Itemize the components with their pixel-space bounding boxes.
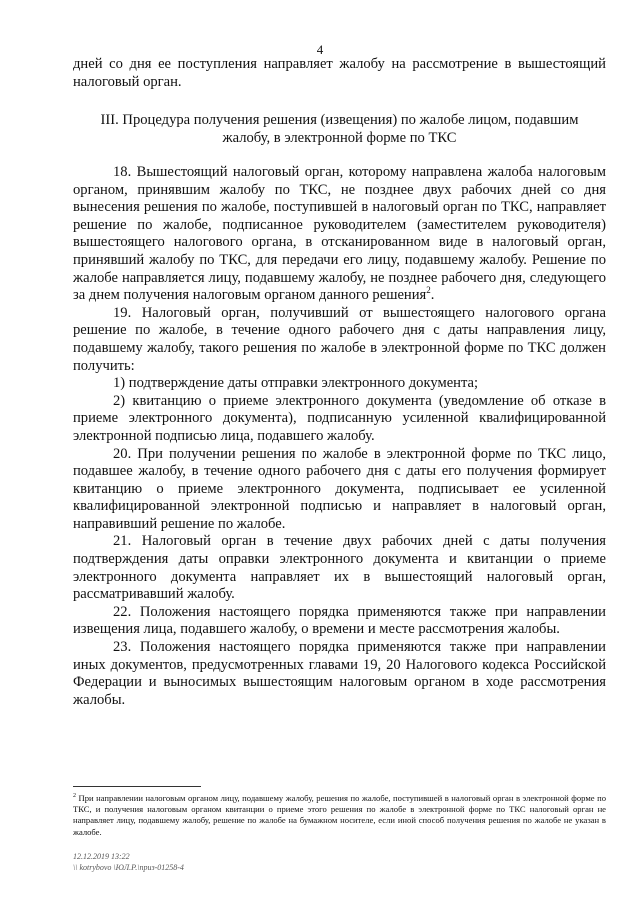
footnote-reference: 2 bbox=[426, 285, 431, 296]
intro-paragraph bbox=[73, 56, 606, 91]
main-body bbox=[73, 164, 606, 709]
stamp-path: \\ kotrybovo \ЮЛ.Р.\приз-01258-4 bbox=[73, 863, 184, 872]
footnote-text: При направлении налоговым органом лицу, подавшему жалобу, решения по жалобе, поступившей в налоговый орган в электронной форме по ТКС, и получения налоговым органом квитанции о приеме этого решения по жалобе в электронной форме по ТКС налоговый орган не направляет лицу, подавшему жалобу, решение по жалобе на бумажном носителе, если иной способ получения решения по жалобе не указан в жалобе. bbox=[73, 793, 606, 837]
footnote bbox=[73, 793, 606, 838]
paragraph-18-end: . bbox=[430, 287, 435, 304]
paragraph-18 bbox=[73, 164, 606, 305]
section-heading-line2: жалобу, в электронной форме по ТКС bbox=[222, 130, 457, 146]
intro-text: дней со дня ее поступления направляет жалобу на рассмотрение в вышестоящий налоговый орган. bbox=[73, 56, 606, 90]
paragraph-21: 21. Налоговый орган в течение двух рабочих дней с даты получения подтверждения даты оправки электронного документа и квитанции о приеме электронного документа направляет их в вышестоящий налоговый орган, рассматривавший жалобу. bbox=[73, 533, 606, 603]
paragraph-19-item-2: 2) квитанцию о приеме электронного документа (уведомление об отказе в приеме электронного документа), подписанную усиленной квалифицированной электронной подписью лица, подавшего жалобу. bbox=[73, 392, 606, 444]
page-number: 4 bbox=[316, 42, 324, 57]
footnote-divider bbox=[73, 786, 201, 787]
stamp-date: 12.12.2019 13:22 bbox=[73, 852, 130, 861]
paragraph-23: 23. Положения настоящего порядка применяются также при направлении иных документов, предусмотренных главами 19, 20 Налогового кодекса Российской Федерации и выносимых вышестоящим налоговым органом в ходе рассмотрения жалобы. bbox=[73, 639, 606, 708]
document-stamp bbox=[73, 851, 184, 873]
paragraph-18-text: 18. Вышестоящий налоговый орган, которому направлена жалоба налоговым органом, принявшим жалобу по ТКС, не позднее двух рабочих дней со дня вынесения решения по жалобе, поступившей в налоговый орган по ТКС, направляет решение по жалобе, подписанное руководителем (заместителем руководителя) вышестоящего налогового органа, в отсканированном виде в налоговый орган, принявший жалобу по ТКС, для передачи его лицу, подавшему жалобу. Решение по жалобе направляется лицу, подавшему жалобу, не позднее рабочего дня, следующего за днем получения налоговым органом данного решения bbox=[73, 164, 606, 304]
section-heading bbox=[73, 111, 606, 147]
paragraph-19-item-1: 1) подтверждение даты отправки электронного документа; bbox=[113, 375, 479, 392]
paragraph-20: 20. При получении решения по жалобе в электронной форме по ТКС лицо, подавшее жалобу, в течение одного рабочего дня с даты его получения формирует квитанцию о приеме электронного документа, подписывает ее усиленной квалифицированной электронной подписью и направляет в налоговый орган, направивший решение по жалобе. bbox=[73, 445, 606, 532]
section-heading-line1: III. Процедура получения решения (извещения) по жалобе лицом, подавшим bbox=[100, 112, 579, 128]
footnote-mark: 2 bbox=[73, 793, 76, 800]
paragraph-22: 22. Положения настоящего порядка применяются также при направлении извещения лица, подавшего жалобу, о времени и месте рассмотрения жалобы. bbox=[73, 603, 606, 638]
paragraph-19: 19. Налоговый орган, получивший от вышестоящего налогового органа решение по жалобе, в течение одного рабочего дня с даты направления лицу, подавшему жалобу, такого решения по жалобе в электронной форме по ТКС должен получить: bbox=[73, 304, 606, 374]
